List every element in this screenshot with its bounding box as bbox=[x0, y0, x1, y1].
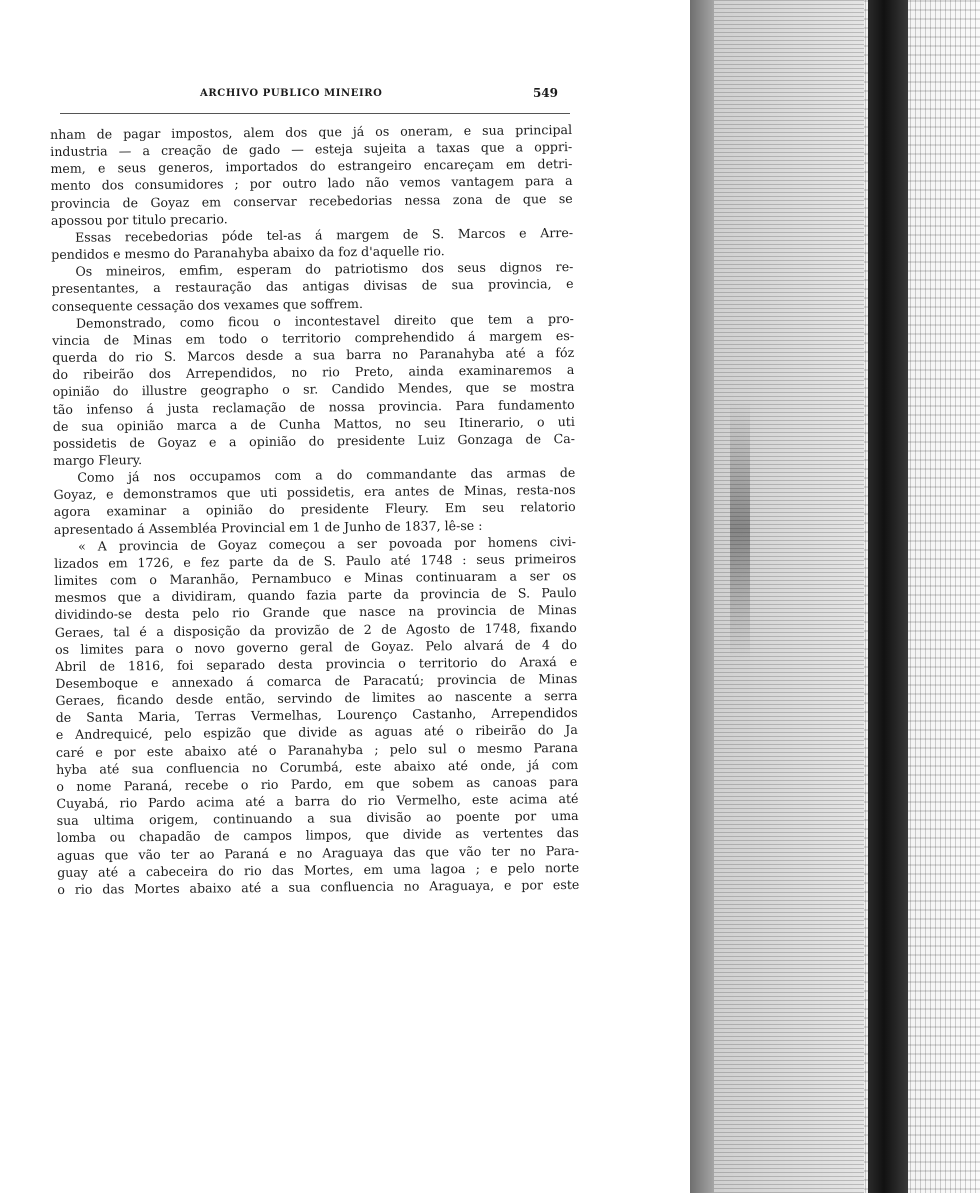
book-spine-scan-edge bbox=[690, 0, 980, 1193]
text-line: e Andrequicé, pelo espizão que divide as aguas até o ribeirão do Ja bbox=[55, 722, 578, 743]
text-line: possidetis de Goyaz e a opinião do presidente Luiz Gonzaga de Ca- bbox=[52, 430, 576, 451]
text-line: Geraes, ficando desde então, servindo de limites ao nascente a serra bbox=[55, 688, 578, 709]
text-line: pendidos e mesmo do Paranahyba abaixo da foz d'aquelle rio. bbox=[51, 243, 445, 263]
text-line: presentantes, a restauração das antigas divisas de sua provincia, e bbox=[51, 276, 574, 297]
text-line: tão infenso á justa reclamação de nossa provincia. Para fundamento bbox=[52, 396, 575, 417]
body-text bbox=[50, 121, 579, 898]
text-line: lizados em 1726, e fez parte da de S. Paulo até 1748 : seus primeiros bbox=[54, 550, 577, 571]
text-line: mesmos que a dividiram, quando fazia parte da provincia de S. Paulo bbox=[54, 585, 577, 606]
text-line: de sua opinião marca a de Cunha Mattos, no seu Itinerario, o uti bbox=[52, 413, 575, 434]
spine-shadow bbox=[690, 0, 714, 1193]
text-line: querda do rio S. Marcos desde a sua barra no Paranahyba até a fóz bbox=[52, 345, 575, 366]
text-line: os limites para o novo governo geral de Goyaz. Pelo alvará de 4 do bbox=[54, 636, 578, 657]
text-line: Desemboque e annexado á comarca de Paracatú; provincia de Minas bbox=[55, 670, 578, 691]
text-line: agora examinar a opinião do presidente Fleury. Em seu relatorio bbox=[53, 499, 576, 520]
text-line: lomba ou chapadão de campos limpos, que divide as vertentes das bbox=[56, 825, 579, 846]
text-line: limites com o Maranhão, Pernambuco e Minas continuaram a ser os bbox=[54, 568, 577, 589]
text-line: Essas recebedorias póde tel-as á margem de S. Marcos e Arre- bbox=[74, 224, 574, 245]
text-line: hyba até sua confluencia no Corumbá, este abaixo até onde, já com bbox=[56, 756, 579, 777]
text-line: Os mineiros, emfim, esperam do patriotismo dos seus dignos re- bbox=[75, 259, 574, 280]
text-line: Abril de 1816, foi separado desta provincia o territorio do Araxá e bbox=[55, 653, 578, 674]
text-line: mento dos consumidores ; por outro lado não vemos vantagem para a bbox=[50, 173, 573, 194]
running-header bbox=[200, 86, 570, 106]
text-line: Cuyabá, rio Pardo acima até a barra do rio Vermelho, este acima até bbox=[56, 791, 579, 812]
spine-stain bbox=[730, 400, 750, 660]
text-line: industria — a creação de gado — esteja sujeita a taxas que a oppri- bbox=[50, 139, 573, 160]
text-line: guay até a cabeceira do rio das Mortes, em uma lagoa ; e pelo norte bbox=[57, 859, 580, 880]
text-line: apossou por titulo precario. bbox=[50, 211, 228, 228]
text-line: de Santa Maria, Terras Vermelhas, Lourenço Castanho, Arrependidos bbox=[55, 705, 578, 726]
text-line: apresentado á Assembléa Provincial em 1 de Junho de 1837, lê-se : bbox=[53, 517, 483, 537]
text-line: Demonstrado, como ficou o incontestavel direito que tem a pro- bbox=[75, 310, 574, 331]
text-line: vincia de Minas em todo o territorio comprehendido á margem es- bbox=[51, 327, 575, 348]
header-title: ARCHIVO PUBLICO MINEIRO bbox=[200, 88, 383, 99]
text-line: mem, e seus generos, importados do estrangeiro encareçam em detri- bbox=[50, 156, 573, 177]
text-line: provincia de Goyaz em conservar recebedorias nessa zona de que se bbox=[50, 190, 573, 211]
text-line: consequente cessação dos vexames que soffrem. bbox=[51, 295, 363, 314]
text-line: o nome Paraná, recebe o rio Pardo, em que sobem as canoas para bbox=[56, 773, 579, 794]
text-line: aguas que vão ter ao Paraná e no Araguaya das que vão ter no Para- bbox=[56, 842, 580, 863]
spine-binding bbox=[868, 0, 908, 1193]
text-line: dividindo-se desta pelo rio Grande que nasce na provincia de Minas bbox=[54, 602, 577, 623]
text-line: « A provincia de Goyaz começou a ser povoada por homens civi- bbox=[77, 533, 577, 554]
text-line: nham de pagar impostos, alem dos que já os oneram, e sua principal bbox=[50, 121, 573, 142]
text-line: Goyaz, e demonstramos que uti possidetis, era antes de Minas, resta-nos bbox=[53, 482, 576, 503]
page-number: 549 bbox=[532, 86, 558, 100]
text-line: Como já nos occupamos com a do commandante das armas de bbox=[77, 465, 576, 485]
text-line: o rio das Mortes abaixo até a sua confluencia no Araguaya, e por este bbox=[57, 876, 580, 897]
text-line: Geraes, tal é a disposição da provizão de 2 de Agosto de 1748, fixando bbox=[54, 619, 577, 640]
text-line: margo Fleury. bbox=[53, 452, 143, 468]
text-line: caré e por este abaixo até o Paranahyba ; pelo sul o mesmo Parana bbox=[55, 739, 579, 760]
text-line: do ribeirão dos Arrependidos, no rio Preto, ainda examinaremos a bbox=[52, 362, 575, 383]
header-rule bbox=[60, 113, 570, 114]
text-line: opinião do illustre geographo o sr. Candido Mendes, que se mostra bbox=[52, 379, 575, 400]
text-line: sua ultima origem, continuando a sua divisão ao poente por uma bbox=[56, 808, 579, 829]
